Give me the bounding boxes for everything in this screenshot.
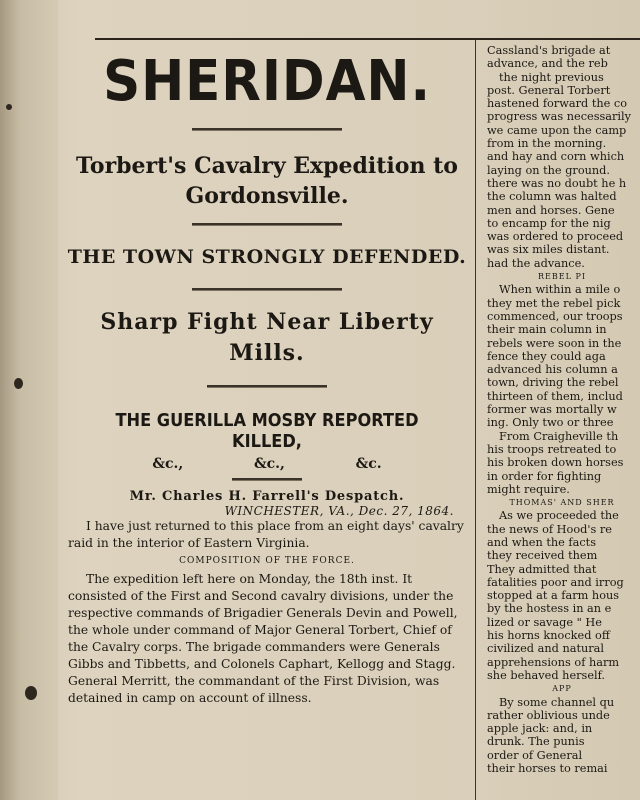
right-column-line: ing. Only two or three [487,416,614,430]
right-column-line: the column was halted [487,190,617,204]
etc-marks [117,456,417,472]
right-column-line: town, driving the rebel [487,376,619,390]
right-column-line: Cassland's brigade at [487,44,611,57]
right-column-line: rather oblivious unde [487,708,610,722]
right-column-line: fatalities poor and irrog [487,575,624,589]
right-column-line: apprehensions of harm [487,655,620,669]
lead-paragraph: I have just returned to this place from an eight days' cavalry raid in the interior of Eastern Virginia. [68,519,464,550]
right-column-line: By some channel qu [499,695,615,709]
right-column-line: stopped at a farm hous [487,589,620,603]
byline: Mr. Charles H. Farrell's Despatch. [129,489,405,504]
right-column-line: advanced his column a [487,363,618,377]
right-column-line: civilized and natural [487,642,605,656]
right-column-line: had the advance. [487,256,585,270]
right-column-line: post. General Torbert [487,83,611,97]
right-column-line: their main column in [487,323,607,337]
right-column-line: we came upon the camp [487,123,627,137]
section-subhead: COMPOSITION OF THE FORCE. [179,556,355,566]
right-column-line: advance, and the reb [487,57,608,71]
binding-hole [6,104,12,110]
etc-mark: &c., [152,456,184,472]
etc-mark: &c., [253,456,285,472]
right-column-line: fence they could aga [487,349,606,363]
right-column-line: in order for fighting [487,469,602,483]
right-column [487,44,637,800]
right-column-line: laying on the ground. [487,163,611,177]
right-column-line: they received them [487,549,598,563]
right-column-line: From Craigheville th [499,429,619,443]
right-column-line: she behaved herself. [487,668,605,682]
page-fold-shadow [0,0,58,800]
right-column-line: his horns knocked off [487,629,610,643]
right-column-line: and when the facts [487,535,597,549]
left-column [62,44,472,707]
right-column-line: by the hostess in an e [487,602,612,616]
right-column-line: their horses to remai [487,762,608,776]
right-column-line: thirteen of them, includ [487,389,623,403]
binding-hole [25,686,37,700]
etc-mark: &c. [355,456,382,472]
right-column-line: apple jack: and, in [487,722,593,736]
headline-town-defended: THE TOWN STRONGLY DEFENDED. [67,246,467,268]
right-column-line: rebels were soon in the [487,336,622,350]
separator-rule [192,128,342,131]
separator-rule [192,288,342,291]
article-body [62,518,472,707]
right-column-subhead: REBEL PI [538,272,586,282]
masthead-title: SHERIDAN. [103,49,431,114]
separator-rule [232,478,302,481]
right-column-line: from in the morning. [487,137,607,151]
faded-header-strip [88,8,640,38]
body-paragraph: The expedition left here on Monday, the 18th inst. It consisted of the First and Second cavalry divisions, under the respective commands of Brigadier Generals Devin and Powell, the whole under command of Major General Torbert, Chief of the Cavalry corps. The brigade commanders were Generals Gibbs and Tibbetts, and Colonels Caphart, Kellogg and Stagg. General Merritt, the commandant of the First Division, was detained in camp on account of illness. [68,572,458,705]
dateline: WINCHESTER, VA., Dec. 27, 1864. [224,504,454,518]
right-column-line: and hay and corn which [487,150,625,164]
right-column-line: the news of Hood's re [487,522,612,536]
right-column-subhead: APP [552,684,572,694]
right-column-line: his troops retreated to [487,442,617,456]
separator-rule [192,223,342,226]
right-column-line: lized or savage " He [487,615,602,629]
headline-expedition: Torbert's Cavalry Expedition to Gordonsville. [76,153,458,209]
headline-mosby-killed: THE GUERILLA MOSBY REPORTED KILLED, [115,410,419,452]
right-column-line: there was no doubt he h [487,176,627,190]
right-column-subhead: THOMAS' AND SHER [509,498,615,508]
right-column-line: they met the rebel pick [487,296,621,310]
binding-hole [14,378,23,389]
top-rule [95,38,640,40]
right-column-line: might require. [487,482,570,496]
separator-rule [207,385,327,388]
headline-sharp-fight: Sharp Fight Near Liberty Mills. [100,309,434,366]
right-column-line: They admitted that [487,562,597,576]
right-column-line: As we proceeded the [499,509,619,523]
right-column-line: When within a mile o [499,283,621,297]
right-column-line: former was mortally w [487,403,617,417]
column-rule [475,40,476,800]
right-column-line: progress was necessarily [487,110,632,124]
right-column-line: his broken down horses [487,456,624,470]
right-column-line: order of General [487,748,583,762]
right-column-line: to encamp for the nig [487,216,611,230]
right-column-line: drunk. The punis [487,735,585,749]
right-column-line: was six miles distant. [487,243,610,257]
right-column-line: was ordered to proceed [487,230,624,244]
right-column-line: men and horses. Gene [487,203,615,217]
right-column-line: the night previous [499,70,604,84]
right-column-line: hastened forward the co [487,97,628,111]
right-column-line: commenced, our troops [487,309,623,323]
